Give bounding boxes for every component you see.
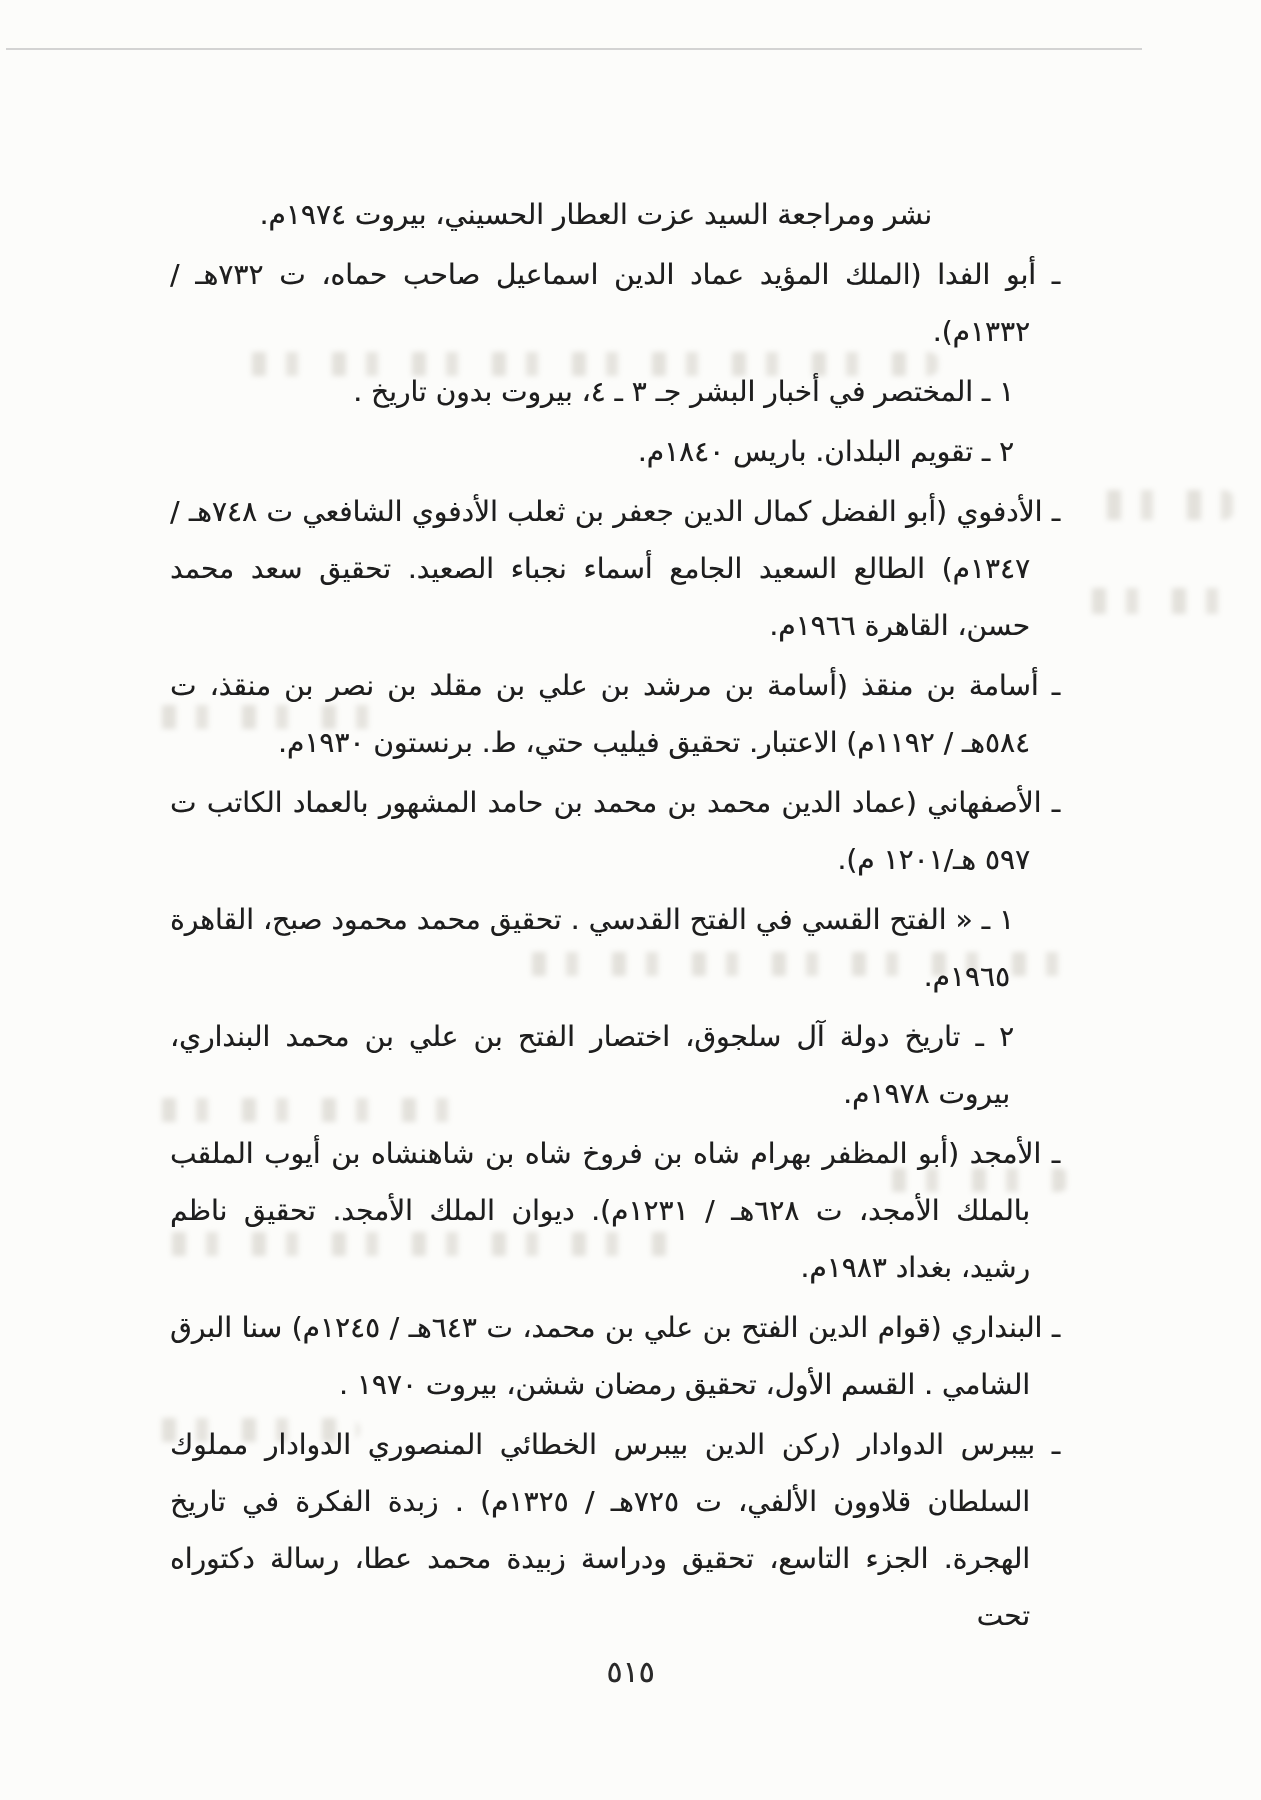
bibliography-entry: ـ الأدفوي (أبو الفضل كمال الدين جعفر بن ثعلب الأدفوي الشافعي ت ٧٤٨هـ / ١٣٤٧م) الطالع السعيد الجامع أسماء نجباء الصعيد. تحقيق سعد محمد حسن، القاهرة ١٩٦٦م. [170, 495, 1060, 642]
bleed-through-smudge [1080, 588, 1230, 614]
bibliography-subitem: ٢ ـ تاريخ دولة آل سلجوق، اختصار الفتح بن علي بن محمد البنداري، بيروت ١٩٧٨م. [170, 1020, 1014, 1110]
page-number: ٥١٥ [606, 1655, 655, 1690]
bibliography-subitem: ١ ـ المختصر في أخبار البشر جـ ٣ ـ ٤، بيروت بدون تاريخ . [353, 375, 1014, 408]
bibliography-entry: ـ أبو الفدا (الملك المؤيد عماد الدين اسماعيل صاحب حماه، ت ٧٣٢هـ / ١٣٣٢م). [170, 258, 1061, 348]
bibliography-entry: ـ الأمجد (أبو المظفر بهرام شاه بن فروخ شاه بن شاهنشاه بن أيوب الملقب بالملك الأمجد، ت ٦٢٨هـ / ١٢٣١م). ديوان الملك الأمجد. تحقيق ناظم رشيد، بغداد ١٩٨٣م. [170, 1137, 1060, 1284]
scan-edge-artifact [6, 48, 1142, 50]
bleed-through-smudge [1095, 490, 1235, 520]
bibliography-text-block [170, 186, 1060, 1647]
bibliography-entry: ـ الأصفهاني (عماد الدين محمد بن محمد بن حامد المشهور بالعماد الكاتب ت ٥٩٧ هـ/١٢٠١ م). [170, 786, 1060, 876]
bibliography-entry-continuation: نشر ومراجعة السيد عزت العطار الحسيني، بيروت ١٩٧٤م. [259, 198, 932, 231]
bibliography-entry: ـ البنداري (قوام الدين الفتح بن علي بن محمد، ت ٦٤٣هـ / ١٢٤٥م) سنا البرق الشامي . القسم الأول، تحقيق رمضان ششن، بيروت ١٩٧٠ . [170, 1311, 1061, 1401]
bibliography-entry: ـ أسامة بن منقذ (أسامة بن مرشد بن علي بن مقلد بن نصر بن منقذ، ت ٥٨٤هـ / ١١٩٢م) الاعتبار. تحقيق فيليب حتي، ط. برنستون ١٩٣٠م. [170, 669, 1060, 759]
bibliography-subitem: ١ ـ « الفتح القسي في الفتح القدسي . تحقيق محمد محمود صبح، القاهرة ١٩٦٥م. [170, 903, 1014, 993]
bibliography-entry: ـ بيبرس الدوادار (ركن الدين بيبرس الخطائي المنصوري الدوادار مملوك السلطان قلاوون الألفي، ت ٧٢٥هـ / ١٣٢٥م) . زبدة الفكرة في تاريخ الهجرة. الجزء التاسع، تحقيق ودراسة زبيدة محمد عطا، رسالة دكتوراه تحت [170, 1428, 1060, 1632]
bibliography-subitem: ٢ ـ تقويم البلدان. باريس ١٨٤٠م. [637, 435, 1014, 468]
